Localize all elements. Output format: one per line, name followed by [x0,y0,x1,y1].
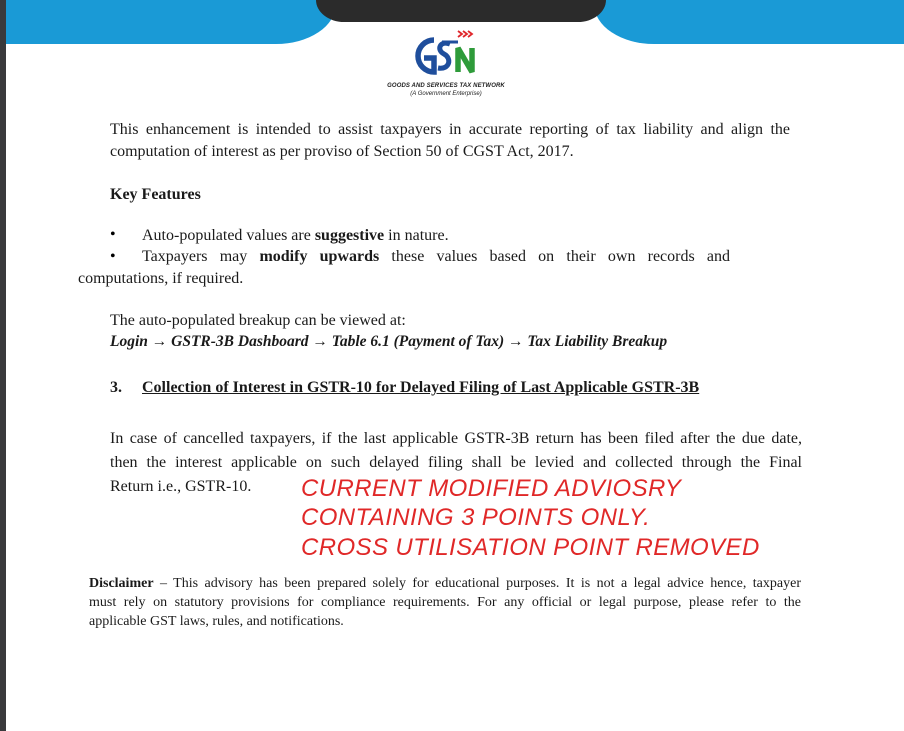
disclaimer-line-2: must rely on statutory provisions for compliance requirements. For any official or legal purpose, please refer to the [89,595,801,610]
document-page [6,0,904,731]
header-band-left [6,0,336,44]
section-3-line-1: In case of cancelled taxpayers, if the last applicable GSTR-3B return has been filed after the due date, [110,430,802,447]
logo-subtitle-2: (A Government Enterprise) [410,91,482,97]
key-features-heading: Key Features [110,186,201,203]
navigation-path: Login → GSTR-3B Dashboard → Table 6.1 (Payment of Tax) → Tax Liability Breakup [110,333,668,350]
logo-subtitle: GOODS AND SERVICES TAX NETWORK [387,83,505,89]
bullet-2: • [110,248,116,265]
gstn-logo [376,30,516,104]
key-feature-item-1 [142,225,449,247]
disclaimer-line-3: applicable GST laws, rules, and notifications. [89,614,344,629]
disclaimer [89,574,801,631]
bullet-1: • [110,226,116,243]
section-3-number: 3. [110,379,122,396]
annotation-line-2: CONTAINING 3 POINTS ONLY. [301,504,651,531]
intro-paragraph: This enhancement is intended to assist taxpayers in accurate reporting of tax liability and align the computation of interest as per proviso of Section 50 of CGST Act, 2017. [110,121,790,160]
breakup-label: The auto-populated breakup can be viewed at: [110,312,406,329]
feature-2-text-end: these values based on their own records and [379,248,731,265]
header-band-right [594,0,904,44]
feature-1-bold: suggestive [314,227,385,244]
feature-1-text: Auto-populated values are [142,227,315,244]
section-3-line-2: then the interest applicable on such delayed filing shall be levied and collected through the Final [110,454,802,471]
feature-2-text: Taxpayers may [142,248,260,265]
disclaimer-label: Disclaimer [89,576,154,591]
feature-1-text-end: in nature. [384,227,449,244]
gstn-logo-mark [406,30,486,82]
feature-2-bold: modify upwards [259,248,380,265]
feature-2-continuation: computations, if required. [78,270,244,287]
annotation-line-3: CROSS UTILISATION POINT REMOVED [301,534,760,561]
section-3-title: Collection of Interest in GSTR-10 for Delayed Filing of Last Applicable GSTR-3B [142,379,700,396]
disclaimer-line-1: – This advisory has been prepared solely for educational purposes. It is not a legal advice hence, taxpayer [153,576,801,591]
key-feature-item-2 [78,246,731,290]
header-band-tab [316,0,606,22]
section-3-line-3: Return i.e., GSTR-10. [110,478,252,495]
annotation-line-1: CURRENT MODIFIED ADVIOSRY [301,475,682,502]
